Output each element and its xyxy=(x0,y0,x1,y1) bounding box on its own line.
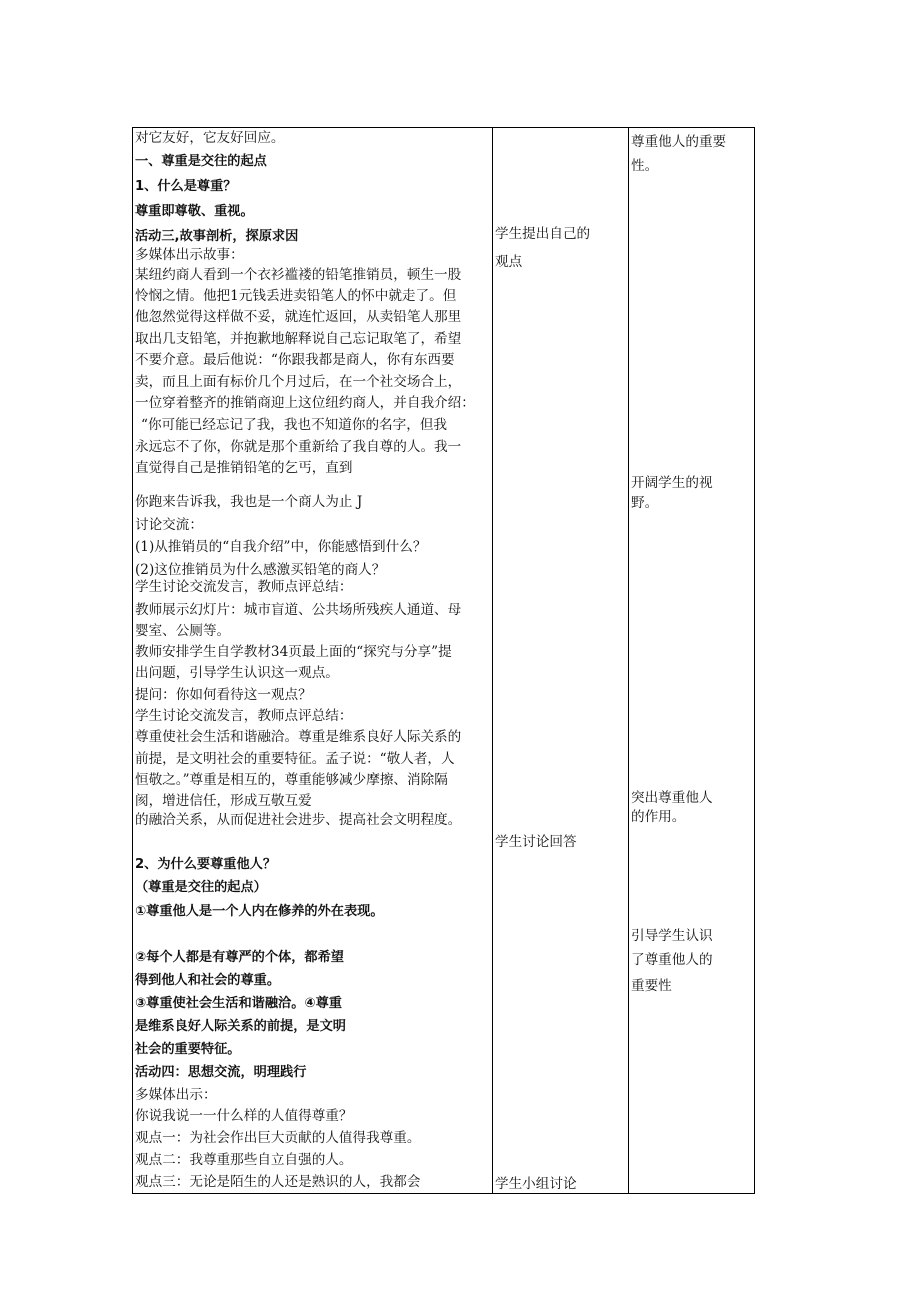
student-note: 学生提出自己的 xyxy=(495,226,591,242)
text-line: 多媒体出示： xyxy=(135,1087,217,1103)
text-line: 观点三：无论是陌生的人还是熟识的人，我都会 xyxy=(135,1174,421,1190)
purpose-note: 了尊重他人的 xyxy=(631,952,713,968)
student-activity-column xyxy=(493,128,628,1193)
bold-line: ③尊重使社会生活和谐融洽。④尊重 xyxy=(135,996,342,1011)
text-line: 恒敬之。”尊重是相互的，尊重能够减少摩擦、消除隔 xyxy=(135,772,448,788)
text-line: 教师安排学生自学教材34页最上面的“探究与分享”提 xyxy=(135,644,452,660)
activity-heading: 活动三,故事剖析，探原求因 xyxy=(135,229,299,244)
purpose-note: 突出尊重他人 xyxy=(631,790,713,806)
definition-line: 尊重即尊敬、重视。 xyxy=(135,204,254,219)
story-line: 永远忘不了你，你就是那个重新给了我自尊的人。我一 xyxy=(135,439,462,455)
text-line: 观点二：我尊重那些自立自强的人。 xyxy=(135,1152,353,1168)
story-line: 不要介意。最后他说：“你跟我都是商人，你有东西要 xyxy=(135,352,455,368)
text-line: 阂，增进信任，形成互敬互爱 xyxy=(135,793,312,809)
student-note: 学生讨论回答 xyxy=(495,834,577,850)
lesson-table xyxy=(132,127,755,1194)
story-line: 直觉得自己是推销铅笔的乞丐，直到 xyxy=(135,460,353,476)
text-line: 前提，是文明社会的重要特征。孟子说：“敬人者，人 xyxy=(135,751,455,767)
bold-line: ②每个人都是有尊严的个体，都希望 xyxy=(135,950,344,965)
activity-heading: 活动四：思想交流，明理践行 xyxy=(135,1065,307,1080)
text-line: 你说我说一一什么样的人值得尊重？ xyxy=(135,1108,353,1124)
text-line: 尊重使社会生活和谐融洽。尊重是维系良好人际关系的 xyxy=(135,729,462,745)
design-purpose-column xyxy=(629,128,755,1193)
bold-line: 是维系良好人际关系的前提，是文明 xyxy=(135,1019,346,1034)
text-line: 对它友好，它友好回应。 xyxy=(135,130,285,146)
text-line: 多媒体出示故事： xyxy=(135,247,244,263)
story-line: 他忽然觉得这样做不妥，就连忙返回，从卖铅笔人那里 xyxy=(135,309,462,325)
question-line: (1)从推销员的“自我介绍”中，你能感悟到什么？ xyxy=(135,539,427,555)
question-line: (2)这位推销员为什么感激买铅笔的商人？ xyxy=(135,562,386,578)
purpose-note: 性。 xyxy=(631,158,659,174)
story-line: 某纽约商人看到一个衣衫褴褛的铅笔推销员，顿生一股 xyxy=(135,267,462,283)
purpose-note: 引导学生认识 xyxy=(631,928,713,944)
purpose-note: 开阔学生的视 xyxy=(631,475,713,491)
subsection-heading: 1、什么是尊重？ xyxy=(135,179,237,194)
story-line: 你跑来告诉我，我也是一个商人为止 J xyxy=(135,494,363,510)
story-line: 怜悯之情。他把1元钱丢进卖铅笔人的怀中就走了。但 xyxy=(135,288,457,304)
purpose-note: 的作用。 xyxy=(631,809,686,825)
text-line: 的融洽关系，从而促进社会进步、提高社会文明程度。 xyxy=(135,812,462,828)
text-line: 提问：你如何看待这一观点？ xyxy=(135,687,312,703)
purpose-note: 尊重他人的重要 xyxy=(631,134,727,150)
purpose-note: 野。 xyxy=(631,495,659,511)
story-line: 卖，而且上面有标价几个月过后，在一个社交场合上， xyxy=(135,374,462,390)
bold-line: ①尊重他人是一个人内在修养的外在表现。 xyxy=(135,904,384,919)
text-line: 观点一：为社会作出巨大贡献的人值得我尊重。 xyxy=(135,1130,421,1146)
purpose-note: 重要性 xyxy=(631,978,672,994)
student-note: 学生小组讨论 xyxy=(495,1176,577,1192)
bold-line: 得到他人和社会的尊重。 xyxy=(135,973,281,988)
text-line: 学生讨论交流发言，教师点评总结： xyxy=(135,708,353,724)
story-line: 一位穿着整齐的推销商迎上这位纽约商人，并自我介绍： xyxy=(135,395,475,411)
teacher-activity-column xyxy=(133,128,492,1193)
text-line: 学生讨论交流发言，教师点评总结： xyxy=(135,579,353,595)
text-line: 婴室、公厕等。 xyxy=(135,623,231,639)
bold-line: 社会的重要特征。 xyxy=(135,1042,241,1057)
text-line: 出问题，引导学生认识这一观点。 xyxy=(135,665,339,681)
subsection-heading: 2、为什么要尊重他人？ xyxy=(135,857,277,872)
section-heading: 一、尊重是交往的起点 xyxy=(135,154,267,169)
text-line: 讨论交流： xyxy=(135,517,203,533)
bold-line: （尊重是交往的起点） xyxy=(135,880,267,895)
text-line: 教师展示幻灯片：城市盲道、公共场所残疾人通道、母 xyxy=(135,602,462,618)
story-line: “你可能已经忘记了我，我也不知道你的名字，但我 xyxy=(141,417,448,433)
story-line: 取出几支铅笔，并抱歉地解释说自己忘记取笔了，希望 xyxy=(135,331,462,347)
student-note: 观点 xyxy=(495,254,523,270)
